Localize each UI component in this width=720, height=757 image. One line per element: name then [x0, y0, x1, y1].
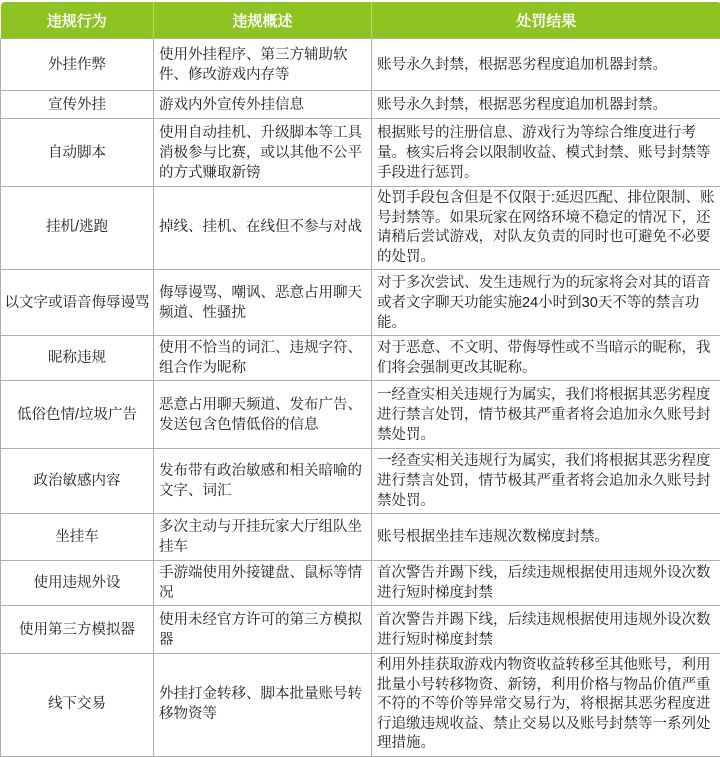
table-row — [1, 381, 720, 449]
violation-behavior-cell: 外挂作弊 — [1, 39, 154, 91]
violation-summary-cell: 外挂打金转移、脚本批量账号转移物资等 — [154, 654, 372, 757]
violation-behavior-cell: 使用违规外设 — [1, 561, 154, 606]
violation-summary-cell: 游戏内外宣传外挂信息 — [154, 91, 372, 119]
punishment-result-cell: 根据账号的注册信息、游戏行为等综合维度进行考量。核实后将会以限制收益、模式封禁、账号封禁等手段进行惩罚。 — [372, 119, 720, 187]
table-row — [1, 514, 720, 561]
violation-rules-table — [0, 2, 720, 757]
punishment-result-cell: 首次警告并踢下线，后续违规根据使用违规外设次数进行短时梯度封禁 — [372, 606, 720, 654]
violation-summary-cell: 使用不恰当的词汇、违规字符、组合作为昵称 — [154, 336, 372, 381]
violation-summary-cell: 多次主动与开挂玩家大厅组队坐挂车 — [154, 514, 372, 561]
violation-behavior-cell: 政治敏感内容 — [1, 449, 154, 514]
punishment-result-cell: 利用外挂获取游戏内物资收益转移至其他账号，利用批量小号转移物资、新镑，利用价格与物品价值严重不符的不等价等异常交易行为，将根据其恶劣程度进行追缴违规收益、禁止交易以及账号封禁等一系列处理措施。 — [372, 654, 720, 757]
violation-behavior-cell: 低俗色情/垃圾广告 — [1, 381, 154, 449]
violation-behavior-cell: 坐挂车 — [1, 514, 154, 561]
table-body — [1, 39, 720, 757]
violation-behavior-cell: 自动脚本 — [1, 119, 154, 187]
punishment-result-cell: 对于恶意、不文明、带侮辱性或不当暗示的昵称，我们将会强制更改其昵称。 — [372, 336, 720, 381]
violation-behavior-cell: 线下交易 — [1, 654, 154, 757]
violation-summary-cell: 使用外挂程序、第三方辅助软件、修改游戏内存等 — [154, 39, 372, 91]
violation-summary-cell: 手游端使用外接键盘、鼠标等情况 — [154, 561, 372, 606]
punishment-result-cell: 一经查实相关违规行为属实，我们将根据其恶劣程度进行禁言处罚，情节极其严重者将会追加永久账号封禁处罚。 — [372, 381, 720, 449]
punishment-result-cell: 账号永久封禁，根据恶劣程度追加机器封禁。 — [372, 39, 720, 91]
table-row — [1, 119, 720, 187]
violation-summary-cell: 侮辱谩骂、嘲讽、恶意占用聊天频道、性骚扰 — [154, 270, 372, 336]
violation-summary-cell: 掉线、挂机、在线但不参与对战 — [154, 187, 372, 270]
table-row — [1, 336, 720, 381]
punishment-result-cell: 一经查实相关违规行为属实，我们将根据其恶劣程度进行禁言处罚，情节极其严重者将会追加永久账号封禁处罚。 — [372, 449, 720, 514]
header-punishment-result: 处罚结果 — [372, 2, 720, 39]
punishment-result-cell: 处罚手段包含但是不仅限于:延迟匹配、排位限制、账号封禁等。如果玩家在网络环境不稳定的情况下，还请稍后尝试游戏，对队友负责的同时也可避免不必要的处罚。 — [372, 187, 720, 270]
header-violation-summary: 违规概述 — [154, 2, 372, 39]
punishment-result-cell: 对于多次尝试、发生违规行为的玩家将会对其的语音或者文字聊天功能实施24小时到30天不等的禁言功能。 — [372, 270, 720, 336]
violation-behavior-cell: 挂机/逃跑 — [1, 187, 154, 270]
header-row — [1, 2, 720, 39]
violation-behavior-cell: 使用第三方模拟器 — [1, 606, 154, 654]
violation-summary-cell: 使用自动挂机、升级脚本等工具消极参与比赛，或以其他不公平的方式赚取新镑 — [154, 119, 372, 187]
header-violation-behavior: 违规行为 — [1, 2, 154, 39]
table-row — [1, 654, 720, 757]
punishment-result-cell: 账号永久封禁，根据恶劣程度追加机器封禁。 — [372, 91, 720, 119]
table-row — [1, 91, 720, 119]
table-row — [1, 449, 720, 514]
violation-behavior-cell: 以文字或语音侮辱谩骂 — [1, 270, 154, 336]
violation-summary-cell: 使用未经官方许可的第三方模拟器 — [154, 606, 372, 654]
table-row — [1, 270, 720, 336]
punishment-result-cell: 首次警告并踢下线，后续违规根据使用违规外设次数进行短时梯度封禁 — [372, 561, 720, 606]
punishment-result-cell: 账号根据坐挂车违规次数梯度封禁。 — [372, 514, 720, 561]
violation-behavior-cell: 宣传外挂 — [1, 91, 154, 119]
violation-summary-cell: 恶意占用聊天频道、发布广告、发送包含色情低俗的信息 — [154, 381, 372, 449]
table-row — [1, 39, 720, 91]
table-row — [1, 187, 720, 270]
violation-behavior-cell: 昵称违规 — [1, 336, 154, 381]
table-row — [1, 606, 720, 654]
table-header — [1, 2, 720, 39]
table-row — [1, 561, 720, 606]
violation-summary-cell: 发布带有政治敏感和相关暗喻的文字、词汇 — [154, 449, 372, 514]
